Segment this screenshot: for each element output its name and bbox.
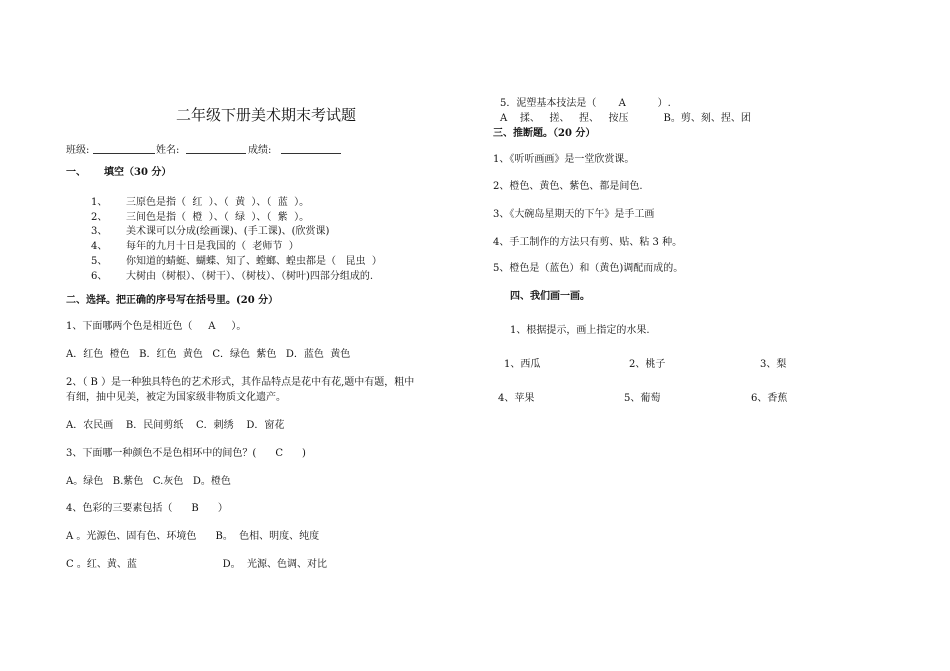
section1-heading-num: 一、 <box>66 167 86 178</box>
score-blank <box>281 153 341 154</box>
name-label: 姓名: <box>156 145 180 156</box>
judgment-item: 2、橙色、黄色、紫色、都是间色. <box>493 181 643 192</box>
question-3-options: A。绿色 B.紫色 C.灰色 D。橙色 <box>66 476 231 487</box>
fruit-item: 1、西瓜 <box>504 359 541 370</box>
question-2-options: A．农民画 B．民间剪纸 C．刺绣 D．窗花 <box>66 420 285 431</box>
section1-item-num: 5、 <box>91 256 108 267</box>
judgment-item: 4、手工制作的方法只有剪、贴、粘 3 种。 <box>493 237 683 248</box>
class-blank <box>93 153 155 154</box>
section1-item: 三间色是指（ 橙 ）、（ 绿 ）、（ 紫 ）。 <box>126 212 310 223</box>
section1-item-num: 6、 <box>91 271 108 282</box>
score-label: 成绩: <box>248 145 272 156</box>
section1-item: 三原色是指（ 红 ）、（ 黄 ）、（ 蓝 ）。 <box>126 197 310 208</box>
section1-item-num: 3、 <box>91 226 108 237</box>
section4-instruction: 1、根据提示，画上指定的水果. <box>510 325 650 336</box>
fruit-item: 2、桃子 <box>629 359 666 370</box>
fruit-item: 5、葡萄 <box>624 393 661 404</box>
judgment-item: 1、《听听画画》是一堂欣赏课。 <box>493 154 635 165</box>
section1-item: 大树由（树根）、（树干）、（树枝）、（树叶)四部分组成的. <box>126 271 374 282</box>
section2-heading: 二、选择。把正确的序号写在括号里。(20 分） <box>66 295 279 306</box>
fruit-item: 3、梨 <box>760 359 787 370</box>
question-4-options-ab: A 。光源色、固有色、环境色 B。 色相、明度、纯度 <box>66 531 320 542</box>
question-4: 4、色彩的三要素包括（ B ） <box>66 503 228 514</box>
section1-item-num: 2、 <box>91 212 108 223</box>
section3-heading: 三、推断题。（20 分） <box>493 128 596 139</box>
section1-item-num: 1、 <box>91 197 108 208</box>
section1-item: 每年的九月十日是我国的（ 老师节 ） <box>126 241 299 252</box>
question-1-options: A．红色 橙色 B．红色 黄色 C．绿色 紫色 D．蓝色 黄色 <box>66 349 351 360</box>
section1-item-num: 4、 <box>91 241 108 252</box>
judgment-item: 5、橙色是（蓝色）和（黄色)调配而成的。 <box>493 263 684 274</box>
question-5-options: A 揉、 搓、 捏、 按压 B。剪、刻、捏、团 <box>500 113 751 124</box>
class-label: 班级: <box>66 145 90 156</box>
fruit-item: 6、香蕉 <box>751 393 788 404</box>
fruit-item: 4、苹果 <box>498 393 535 404</box>
judgment-item: 3、《大碗岛星期天的下午》是手工画 <box>493 209 655 220</box>
question-2-line-2: 有细，抽中见美，被定为国家级非物质文化遗产。 <box>66 392 286 403</box>
page-title: 二年级下册美术期末考试题 <box>176 106 357 124</box>
name-blank <box>186 153 246 154</box>
question-2-line-1: 2、（ B ）是一种独具特色的艺术形式，其作品特点是花中有花,题中有题，粗中 <box>66 377 415 388</box>
section4-heading: 四、我们画一画。 <box>510 291 590 302</box>
question-3: 3、下面哪一种颜色不是色相环中的间色？( C ) <box>66 448 306 459</box>
question-1: 1、下面哪两个色是相近色（ A ）。 <box>66 321 247 332</box>
question-5: 5．泥塑基本技法是（ A ）. <box>500 98 671 109</box>
section1-item: 美术课可以分成(绘画课)、(手工课)、(欣赏课) <box>126 226 330 237</box>
section1-item: 你知道的蜻蜓、蝴蝶、知了、螳螂、蝗虫都是（ 昆虫 ） <box>126 256 382 267</box>
section1-heading: 填空（30 分） <box>104 167 172 178</box>
question-4-options-cd: C 。红、黄、蓝 D。 光源、色调、对比 <box>66 559 328 570</box>
